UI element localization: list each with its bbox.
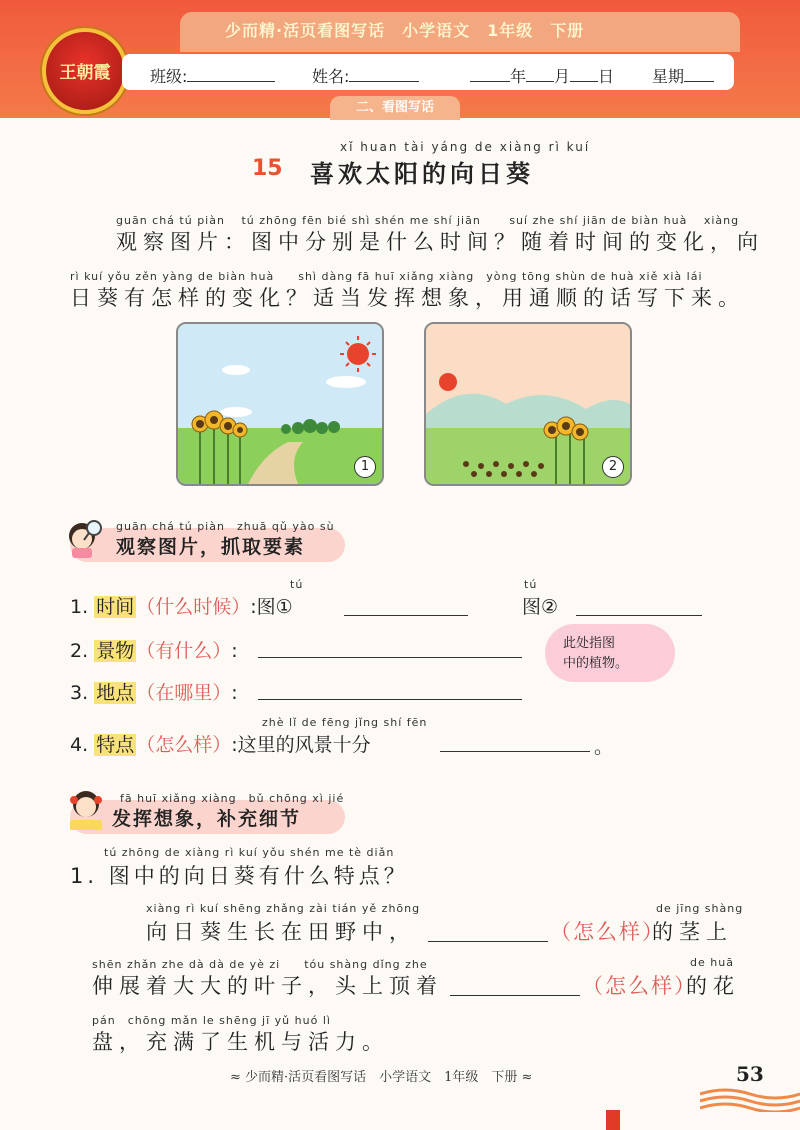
morning-scene [178,324,382,484]
answer-line-place[interactable] [258,698,522,700]
section2-pinyin: fā huī xiǎng xiàng bǔ chōng xì jié [120,792,345,805]
class-label: 班级: [150,67,188,86]
logo-text: 王朝霞 [59,63,111,83]
answer-line-time-2[interactable] [576,614,702,616]
name-label: 姓名: [312,67,350,86]
picture-2-label: 2 [602,456,624,478]
bubble-line-2: 中的植物。 [563,656,629,671]
paragraph-line-2: 伸展着大大的叶子，头上顶着 [92,974,443,998]
answer-line-time-1[interactable] [344,614,468,616]
item-number: 4. [70,734,89,756]
item-feature-end: 。 [594,736,614,758]
name-field[interactable] [312,64,419,87]
date-field[interactable] [470,64,614,87]
week-label: 星期 [652,67,685,86]
lesson-title: 喜欢太阳的向日葵 [310,160,534,188]
answer-line-scenery[interactable] [258,656,522,658]
item-tag: 地点 [96,682,135,704]
picture-1-label: 1 [354,456,376,478]
edge-marker [606,1110,620,1130]
picture-1-ref: 图① [256,596,293,618]
item-tag: 特点 [96,734,135,756]
answer-line-feature[interactable] [440,750,590,752]
instruction-line-1: 观察图片：图中分别是什么时间？随着时间的变化，向 [116,230,764,254]
girl-magnifier-icon [64,516,104,560]
question-1: 1. 图中的向日葵有什么特点？ [70,864,409,888]
item-hint: （有什么） [136,640,232,662]
flower-hint: （怎么样） [582,974,697,998]
picture-2-ref-pinyin: tú [524,578,538,591]
girl-writing-icon [64,786,108,832]
day-label: 日 [598,67,615,86]
item-colon: : [250,596,257,618]
picture-2-ref: 图② [522,596,559,618]
section1-title: 观察图片，抓取要素 [116,536,306,558]
paragraph-line-2-end: 的花 [686,974,740,998]
instruction-pinyin-2: rì kuí yǒu zěn yàng de biàn huà shì dàng fā huī xiǎng xiàng yòng tōng shùn de huà xiě xià lái [70,270,703,283]
section-tab: 二、看图写话 [330,96,460,120]
paragraph-line-1-pinyin: xiàng rì kuí shēng zhǎng zài tián yě zhōng [146,902,421,915]
item-feature-pinyin: zhè lǐ de fēng jǐng shí fēn [262,716,428,729]
lesson-number: 15 [252,156,283,181]
answer-line-stem[interactable] [428,940,548,942]
page-number: 53 [736,1062,764,1086]
evening-scene [426,324,630,484]
footer-wave [700,1082,800,1112]
year-label: 年 [510,67,527,86]
item-colon: : [231,640,238,662]
item-place [70,678,238,705]
item-tag: 景物 [96,640,135,662]
item-hint: （怎么样） [136,734,232,756]
item-number: 2. [70,640,89,662]
paragraph-line-3-pinyin: pán chōng mǎn le shēng jī yǔ huó lì [92,1014,331,1027]
section1-pinyin: guān chá tú piàn zhuā qǔ yào sù [116,520,335,533]
item-feature [70,730,371,757]
item-number: 1. [70,596,89,618]
picture-2 [424,322,632,486]
item-time [70,592,293,619]
instruction-pinyin-1: guān chá tú piàn tú zhōng fēn bié shì shén me shí jiān suí zhe shí jiān de biàn huà xiàng [116,214,740,227]
class-field[interactable] [150,64,275,87]
title-pinyin: xǐ huan tài yáng de xiàng rì kuí [340,140,591,154]
series-title: 少而精·活页看图写话 小学语文 1年级 下册 [225,21,585,40]
item-feature-text: 这里的风景十分 [237,734,371,756]
question-1-pinyin: tú zhōng de xiàng rì kuí yǒu shén me tè diǎn [104,846,395,859]
paragraph-line-1: 向日葵生长在田野中， [146,920,416,944]
paragraph-line-3: 盘，充满了生机与活力。 [92,1030,389,1054]
stem-hint: （怎么样） [550,920,665,944]
item-scenery [70,636,238,663]
paragraph-line-1-end-pinyin: de jīng shàng [656,902,744,915]
item-tag: 时间 [96,596,135,618]
bubble-line-1: 此处指图 [563,636,616,651]
paragraph-line-2-pinyin: shēn zhǎn zhe dà dà de yè zi tóu shàng dǐng zhe [92,958,428,971]
hint-bubble [545,624,675,682]
instruction-line-2: 日葵有怎样的变化？适当发挥想象，用通顺的话写下来。 [70,286,745,310]
section2-title: 发挥想象，补充细节 [112,808,302,830]
item-hint: （在哪里） [136,682,232,704]
month-label: 月 [554,67,571,86]
item-colon: : [231,682,238,704]
answer-line-flower[interactable] [450,994,580,996]
item-hint: （什么时候） [136,596,251,618]
footer-text: ≈ 少而精·活页看图写话 小学语文 1年级 下册 ≈ [230,1070,533,1085]
picture-1 [176,322,384,486]
paragraph-line-1-end: 的茎上 [652,920,733,944]
weekday-field[interactable] [652,64,714,87]
paragraph-line-2-end-pinyin: de huā [690,956,734,969]
item-number: 3. [70,682,89,704]
item-colon: : [231,734,238,756]
picture-1-ref-pinyin: tú [290,578,304,591]
